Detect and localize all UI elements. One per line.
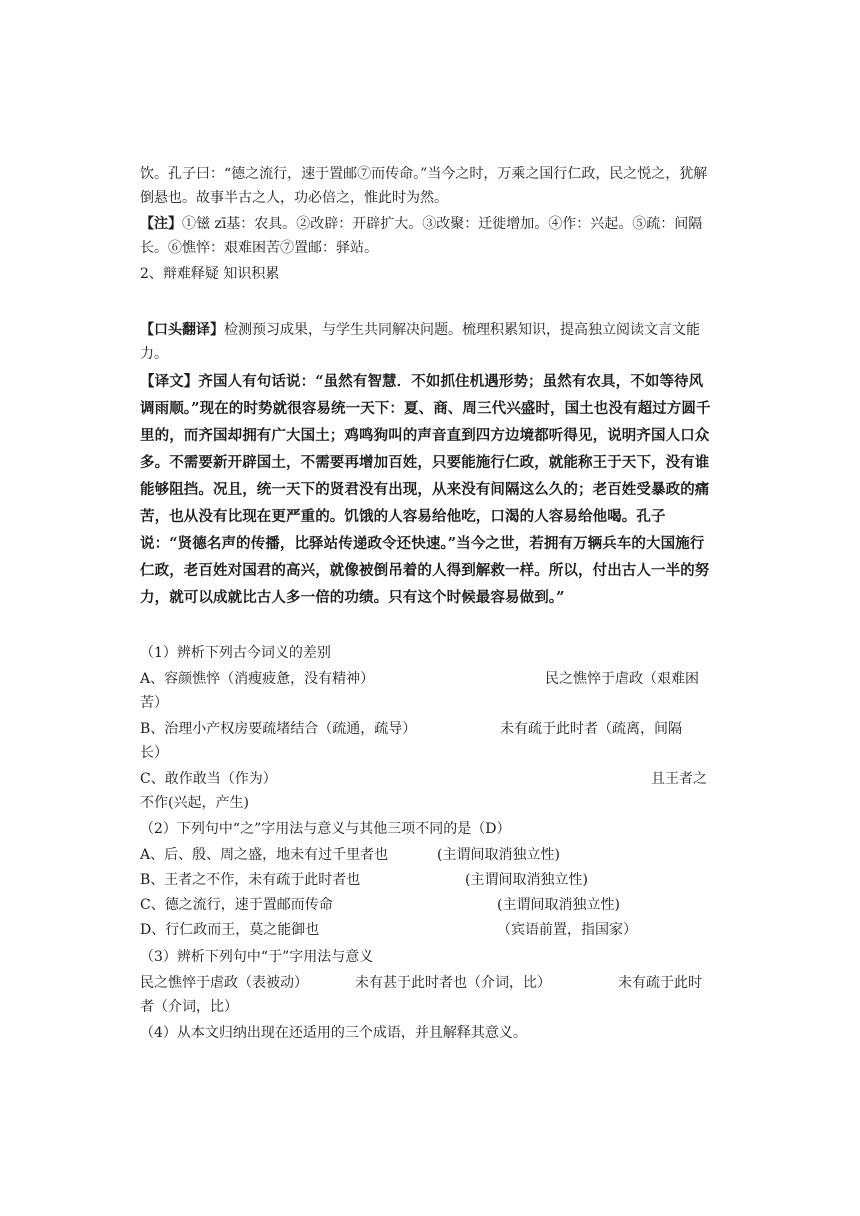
oral-translation-paragraph <box>140 318 716 366</box>
option-d-note: （宾语前置，指国家） <box>497 922 637 938</box>
question-1-item-a <box>140 667 716 715</box>
item-b-left: B、治理小产权房要疏堵结合（疏通，疏导） <box>140 721 417 737</box>
q3-sentence-3-wrap: 者（介词，比） <box>140 999 238 1015</box>
question-2-option-d <box>140 918 716 943</box>
translation-paragraph <box>140 368 716 611</box>
notes-paragraph <box>140 212 716 260</box>
section-heading: 2、辩难释疑 知识积累 <box>140 266 280 282</box>
option-c-text: C、德之流行，速于置邮而传命 <box>140 897 333 913</box>
option-a-text: A、后、殷、周之盛，地未有过千里者也 <box>140 847 389 863</box>
item-a-left: A、容颜憔悴（消瘦疲惫，没有精神） <box>140 671 375 687</box>
oral-text: 检测预习成果，与学生共同解决问题。梳理积累知识，提高独立阅读文言文能力。 <box>140 322 700 362</box>
item-c-right: 且王者之 <box>651 771 707 787</box>
question-4-title: （4）从本文归纳出现在还适用的三个成语，并且解释其意义。 <box>140 1025 527 1041</box>
option-c-note: (主谓间取消独立性) <box>497 897 620 913</box>
passage-line: 饮。孔子曰：“德之流行，速于置邮⑦而传命。”当今之时，万乘之国行仁政，民之悦之，犹解倒悬也。故事半古之人，功必倍之，惟此时为然。 <box>140 166 708 206</box>
question-3-title: （3）辨析下列句中“于”字用法与意义 <box>140 949 374 965</box>
option-b-text: B、王者之不作，未有疏于此时者也 <box>140 872 361 888</box>
question-1-title: （1）辨析下列古今词义的差别 <box>140 645 331 661</box>
question-3-body <box>140 971 716 1019</box>
item-a-wrap: 苦） <box>140 695 168 711</box>
option-a-note: (主谓间取消独立性) <box>437 847 560 863</box>
option-b-note: (主谓间取消独立性) <box>465 872 588 888</box>
question-1-item-c <box>140 767 716 815</box>
translation-label: 【译文】 <box>140 373 199 390</box>
q3-sentence-1: 民之憔悴于虐政（表被动） <box>140 975 308 991</box>
q3-sentence-2: 未有甚于此时者也（介词，比） <box>355 975 551 991</box>
question-2-option-c <box>140 893 716 918</box>
q3-sentence-3: 未有疏于此时 <box>618 975 702 991</box>
question-2-option-b <box>140 868 716 893</box>
item-a-right: 民之憔悴于虐政（艰难困 <box>545 671 699 687</box>
item-b-right: 未有疏于此时者（疏离，间隔 <box>500 721 682 737</box>
item-c-wrap: 不作(兴起，产生) <box>140 795 249 811</box>
notes-text: ①镃 zī基：农具。②改辟：开辟扩大。③改聚：迁徙增加。④作：兴起。⑤疏：间隔长。⑥憔悴：艰难困苦⑦置邮：驿站。 <box>140 216 703 256</box>
question-2-option-a <box>140 843 716 868</box>
question-1-item-b <box>140 717 716 765</box>
notes-label: 【注】 <box>140 216 182 232</box>
oral-label: 【口头翻译】 <box>140 322 224 338</box>
question-2-title: （2）下列句中“之”字用法与意义与其他三项不同的是（D） <box>140 821 511 837</box>
option-d-text: D、行仁政而王，莫之能御也 <box>140 922 320 938</box>
item-c-left: C、敢作敢当（作为） <box>140 771 277 787</box>
item-b-wrap: 长） <box>140 745 168 761</box>
translation-text: 齐国人有句话说：“虽然有智慧．不如抓住机遇形势；虽然有农具，不如等待风调雨顺。”现在的时势就很容易统一天下：夏、商、周三代兴盛时，国土也没有超过方圆千里的，而齐国却拥有广大国土；鸡鸣狗叫的声音直到四方边境都听得见，说明齐国人口众多。不需要新开辟国土，不需要再增加百姓，只要能施行仁政，就能称王于天下，没有谁能够阻挡。况且，统一天下的贤君没有出现，从来没有间隔这么久的；老百姓受暴政的痛苦，也从没有比现在更严重的。饥饿的人容易给他吃，口渴的人容易给他喝。孔子说：“贤德名声的传播，比驿站传递政令还快速。”当今之世，若拥有万辆兵车的大国施行仁政，老百姓对国君的高兴，就像被倒吊着的人得到解救一样。所以，付出古人一半的努力，就可以成就比古人多一倍的功绩。只有这个时候最容易做到。” <box>140 373 711 606</box>
document-page <box>140 162 716 1045</box>
